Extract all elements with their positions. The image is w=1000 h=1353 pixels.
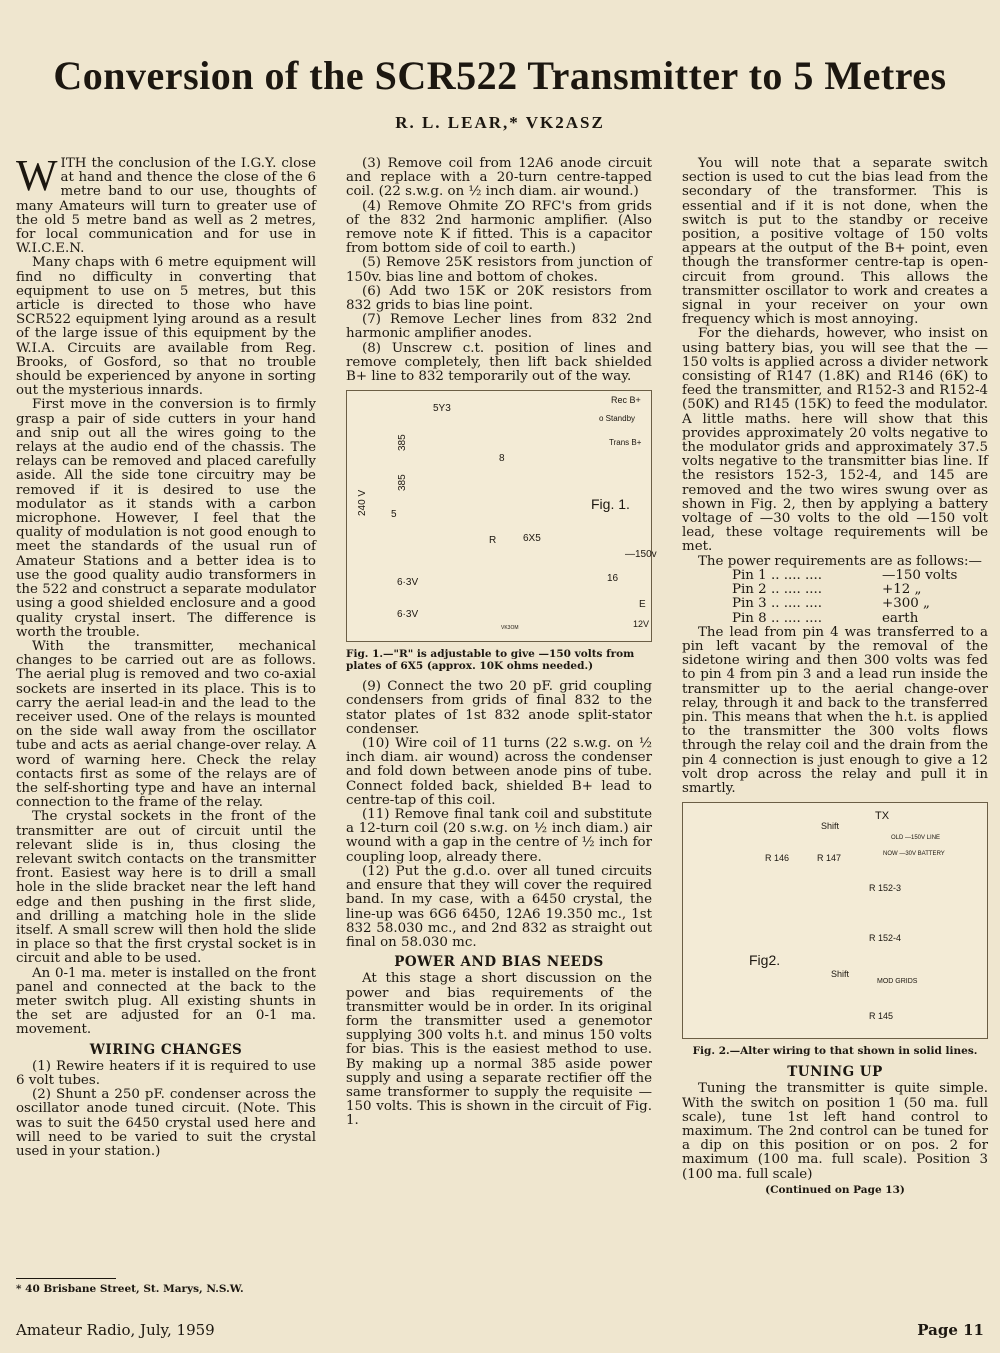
fig1-label: R [489,535,497,547]
pin-row: Pin 3 .. .... .... +300 „ [732,596,930,612]
paragraph: (5) Remove 25K resistors from junction of 150v. bias line and bottom of chokes. [346,255,652,285]
paragraph: (2) Shunt a 250 pF. condenser across the oscillator anode tuned circuit. (Note. This was to suit the 6450 crystal used here and will need to be varied to suit the crystal used in your station.) [16,1087,316,1160]
fig2-label: NOW —30V BATTERY [883,851,945,858]
paragraph: (6) Add two 15K or 20K resistors from 832 grids to bias line point. [346,283,652,314]
fig2-label: Fig2. [749,952,781,969]
fig2-label: TX [875,810,890,823]
footer-page-number: Page 11 [917,1321,984,1339]
column-1 [16,151,316,1160]
fig1-label: Trans B+ [609,438,642,448]
figure-2-caption: Fig. 2.—Alter wiring to that shown in solid lines. [692,1045,978,1058]
fig2-label: OLD —150V LINE [891,835,941,842]
paragraph: The power requirements are as follows:— [698,553,982,569]
paragraph: The crystal sockets in the front of the transmitter are out of circuit until the relevant slide is in, thus closing the relevant switch contacts on the transmitter front. Easiest way here is to drill a small hole in the slide bracket near the left hand edge and then pushing in the first slide, and drilling a matching hole in the slide itself. A small screw will then hold the slide in place so that the first crystal socket is in circuit and able to be used. [16,809,316,967]
drop-cap: W [16,151,58,200]
fig2-label: R 152-4 [869,933,902,944]
paragraph: An 0-1 ma. meter is installed on the front panel and connected at the back to the meter switch plug. All existing shunts in the set are adjusted for an 0-1 ma. movement. [16,965,316,1038]
paragraph: (11) Remove final tank coil and substitute a 12-turn coil (20 s.w.g. on ½ inch diam.) air wound with a gap in the centre of ½ inch for coupling loop, already there. [346,807,652,865]
section-heading: WIRING CHANGES [89,1041,243,1058]
fig1-label: 6·3V [397,577,419,589]
fig1-label: VK3OM [501,625,519,632]
fig1-label: 385 [397,474,408,492]
fig2-label: R 146 [765,853,790,864]
paragraph: (10) Wire coil of 11 turns (22 s.w.g. on ½ inch diam. air wound) across the condenser and fold down between anode pins of tube. Connect folded back, shielded B+ lead to centre-tap of this coil. [346,736,652,808]
paragraph: You will note that a separate switch section is used to cut the bias lead from the secondary of the transformer. This is essential and if it is not done, when the switch is put to the standby or receive position, a positive voltage of 150 volts appears at the output of the B+ point, even though the transformer centre-tap is open-circuit from ground. This allows the transmitter oscillator to work and creates a signal in your receiver on your own frequency which is most annoying. [682,156,988,328]
article-title: Conversion of the SCR522 Transmitter to 5 Metres [53,53,947,98]
paragraph: (12) Put the g.d.o. over all tuned circuits and ensure that they will cover the required band. In my case, with a 6450 crystal, the line-up was 6G6 6450, 12A6 19.350 mc., 1st 832 58.030 mc., and 2nd 832 as straight out final on 58.030 mc. [346,863,652,950]
paragraph: (7) Remove Lecher lines from 832 2nd harmonic amplifier anodes. [346,312,652,342]
section-heading: TUNING UP [787,1064,883,1081]
pin-table [732,569,988,626]
footnote-rule [16,1278,116,1279]
fig1-label: Fig. 1. [591,496,630,513]
section-heading: POWER AND BIAS NEEDS [394,954,604,971]
fig1-label: 12V [633,619,650,630]
fig1-label: 5Y3 [433,403,451,415]
fig1-label: 8 [499,453,505,465]
paragraph: At this stage a short discussion on the power and bias requirements of the transmitter would be in order. In its original form the transmitter used a genemotor supplying 300 volts h.t. and minus 150 volts for bias. This is the easiest method to use. By making up a normal 385 aside power supply and using a separate rectifier off the same transformer to supply the requisite —150 volts. This is shown in the circuit of Fig. 1. [346,971,652,1129]
fig2-label: Shift [821,821,840,832]
figure-2-circuit [682,802,988,1039]
paragraph: First move in the conversion is to firmly grasp a pair of side cutters in your hand and snip out all the wires going to the relays at the audio end of the chassis. The relays can be removed and placed carefully aside. All the side tone circuitry may be removed if it is desired to use the modulator as it stands with a carbon microphone. However, I feel that the quality of modulation is not good enough to meet the standards of the usual run of Amateur Stations and a better idea is to use the good quality audio transformers in the 522 and construct a separate modulator using a good shielded enclosure and a good quality crystal insert. The difference is worth the trouble. [16,397,316,640]
paragraph: (3) Remove coil from 12A6 anode circuit and replace with a 20-turn centre-tapped coil. (22 s.w.g. on ½ inch diam. air wound.) [346,156,652,200]
paragraph: (9) Connect the two 20 pF. grid coupling condensers from grids of final 832 to the stator plates of 1st 832 anode split-stator condenser. [346,679,652,737]
paragraph: Many chaps with 6 metre equipment will find no difficulty in converting that equipment to use on 5 metres, but this article is directed to those who have SCR522 equipment lying around as a result of the large issue of this equipment by the W.I.A. Circuits are available from Reg. Brooks, of Gosford, so that no trouble should be experienced by anyone in sorting out the mysterious innards. [16,255,316,399]
fig1-label: Rec B+ [611,395,641,406]
author-address-footnote: * 40 Brisbane Street, St. Marys, N.S.W. [16,1283,244,1295]
circuit-schematic-1 [347,391,657,641]
fig1-label: 385 [397,434,408,452]
fig1-label: E [639,599,646,611]
figure-1-caption: Fig. 1.—"R" is adjustable to give —150 volts from plates of 6X5 (approx. 10K ohms needed.) [346,648,635,673]
pin-row: Pin 2 .. .... .... +12 „ [732,582,922,598]
fig1-label: 6·3V [397,609,419,621]
fig1-label: o Standby [599,414,636,424]
paragraph: With the transmitter, mechanical changes to be carried out are as follows. The aerial plug is removed and two co-axial sockets are inserted in its place. This is to carry the aerial lead-in and the lead to the receiver used. One of the relays is mounted on the side wall away from the oscillator tube and acts as aerial change-over relay. A word of warning here. Check the relay contacts first as some of the relays are of the self-shorting type and have an internal connection to the frame of the relay. [16,638,316,811]
column-2 [346,156,657,1129]
article-author: R. L. LEAR,* VK2ASZ [395,113,605,132]
pin-row: Pin 8 .. .... .... earth [732,610,919,626]
paragraph: (8) Unscrew c.t. position of lines and remove completely, then lift back shielded B+ line to 832 temporarily out of the way. [346,340,652,385]
paragraph: (1) Rewire heaters if it is required to use 6 volt tubes. [16,1058,316,1088]
fig1-label: 5 [391,509,397,521]
fig1-label: —150v [625,549,657,561]
fig1-label: 6X5 [523,533,541,545]
fig2-label: R 147 [817,853,842,864]
fig1-label: 16 [607,573,619,585]
paragraph: (4) Remove Ohmite ZO RFC's from grids of the 832 2nd harmonic amplifier. (Also remove note K if fitted. This is a capacitor from bottom side of coil to earth.) [346,198,652,257]
fig2-label: MOD GRIDS [877,978,918,986]
fig2-label: Shift [831,969,850,980]
footer-publication: Amateur Radio, July, 1959 [16,1321,215,1339]
pin-row: Pin 1 .. .... .... —150 volts [732,567,958,583]
paragraph: Tuning the transmitter is quite simple. With the switch on position 1 (50 ma. full scale), tune 1st left hand control to maximum. The 2nd control can be tuned for a dip on this position or on pos. 2 for maximum (100 ma. full scale). Position 3 (100 ma. full scale) [682,1081,988,1182]
continued-note: (Continued on Page 13) [765,1183,905,1196]
fig1-label: 240 V [357,490,368,517]
fig2-label: R 152-3 [869,883,902,894]
paragraph: WITH the conclusion of the I.G.Y. close at hand and thence the close of the 6 metre band to our use, thoughts of many Amateurs will turn to greater use of the old 5 metre band as well as 2 metres, for local communication and for use in W.I.C.E.N. [16,151,316,257]
figure-1-circuit [346,390,657,642]
circuit-schematic-2 [683,803,989,1038]
column-3 [682,157,988,1197]
fig2-label: R 145 [869,1011,894,1022]
paragraph: For the diehards, however, who insist on using battery bias, you will see that the —150 volts is applied across a divider network consisting of R147 (1.8K) and R146 (6K) to feed the transmitter, and R152-3 and R152-4 (50K) and R145 (15K) to feed the modulator. A little maths. here will show that this provides approximately 20 volts negative to the modulator grids and approximately 37.5 volts negative to the transmitter bias line. If the resistors 152-3, 152-4, and 145 are removed and the two wires swung over as shown in Fig. 2, then by applying a battery voltage of —30 volts to the old —150 volt lead, these voltage requirements will be met. [682,326,988,555]
paragraph: The lead from pin 4 was transferred to a pin left vacant by the removal of the sidetone wiring and then 300 volts was fed to pin 4 from pin 3 and a lead run inside the transmitter up to the aerial change-over relay, through it and back to the transferred pin. This means that when the h.t. is applied to the transmitter the 300 volts flows through the relay coil and the drain from the pin 4 connection is just enough to give a 12 volt drop across the relay and pull it in smartly. [682,624,988,796]
